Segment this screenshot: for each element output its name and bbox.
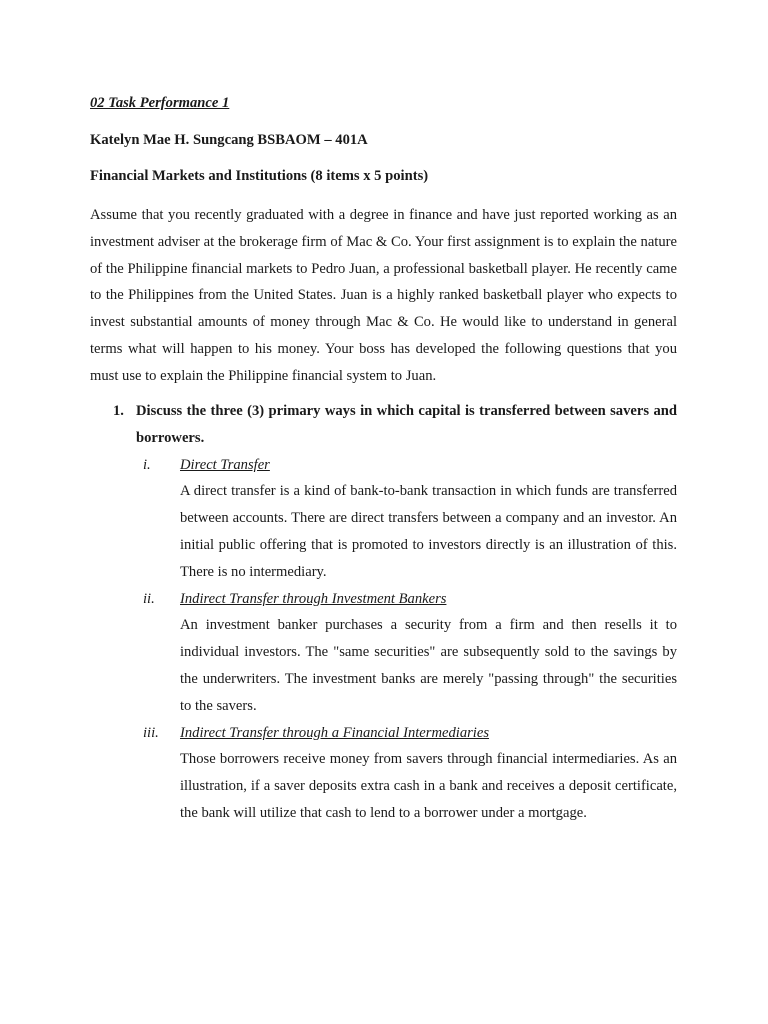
answer-item-investment-bankers	[143, 586, 677, 720]
item-heading: Indirect Transfer through Investment Bankers	[180, 590, 447, 607]
answer-item-direct-transfer	[143, 452, 677, 586]
author-line: Katelyn Mae H. Sungcang BSBAOM – 401A	[90, 132, 368, 148]
item-body: An investment banker purchases a security from a firm and then resells it to individual investors. The "same securities" are subsequently sold to the savings by the underwriters. The investment banks are merely "passing through" the securities to the savers.	[180, 617, 677, 714]
course-heading: Financial Markets and Institutions (8 items x 5 points)	[90, 168, 429, 184]
question-number: 1.	[113, 403, 124, 419]
item-body: A direct transfer is a kind of bank-to-bank transaction in which funds are transferred between accounts. There are direct transfers between a company and an investor. An initial public offering that is promoted to investors directly is an illustration of this. There is no intermediary.	[180, 483, 677, 580]
item-heading: Indirect Transfer through a Financial Intermediaries	[180, 724, 490, 741]
answer-item-financial-intermediaries	[143, 720, 677, 827]
item-numeral: iii.	[143, 724, 159, 741]
item-heading: Direct Transfer	[180, 456, 270, 473]
document-title: 02 Task Performance 1	[90, 95, 230, 111]
document-page	[90, 92, 677, 821]
question-text: Discuss the three (3) primary ways in which capital is transferred between savers and borrowers.	[136, 403, 677, 446]
item-numeral: ii.	[143, 590, 155, 607]
item-numeral: i.	[143, 456, 151, 473]
intro-paragraph: Assume that you recently graduated with a degree in finance and have just reported working as an investment adviser at the brokerage firm of Mac & Co. Your first assignment is to explain the nature of the Philippine financial markets to Pedro Juan, a professional basketball player. He recently came to the Philippines from the United States. Juan is a highly ranked basketball player who expects to invest substantial amounts of money through Mac & Co. He would like to understand in general terms what will happen to his money. Your boss has developed the following questions that you must use to explain the Philippine financial system to Juan.	[90, 207, 677, 384]
question-1	[90, 398, 677, 827]
item-body: Those borrowers receive money from savers through financial intermediaries. As an illustration, if a saver deposits extra cash in a bank and receives a deposit certificate, the bank will utilize that cash to lend to a borrower under a mortgage.	[180, 751, 677, 821]
